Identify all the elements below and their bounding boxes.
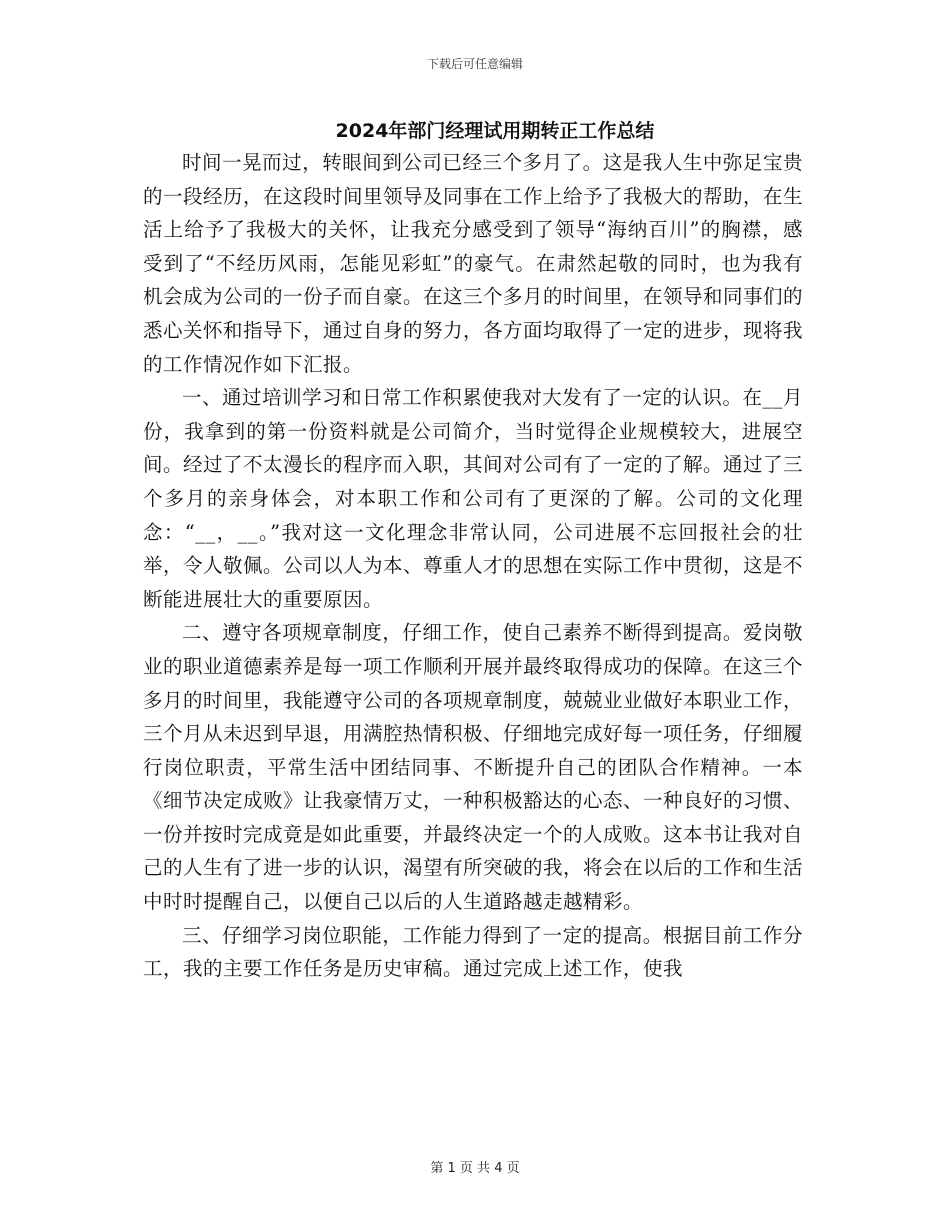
paragraph-section-1: 一、通过培训学习和日常工作积累使我对大发有了一定的认识。在__月份，我拿到的第一份资料就是公司简介，当时觉得企业规模较大，进展空间。经过了不太漫长的程序而入职，其间对公司有了一定的了解。通过了三个多月的亲身体会，对本职工作和公司有了更深的了解。公司的文化理念：“__，__。”我对这一文化理念非常认同，公司进展不忘回报社会的壮举，令人敬佩。公司以人为本、尊重人才的思想在实际工作中贯彻，这是不断能进展壮大的重要原因。 bbox=[143, 386, 804, 611]
document-title: 2024年部门经理试用期转正工作总结 bbox=[335, 120, 655, 142]
page-number: 第 1 页 共 4 页 bbox=[430, 1161, 520, 1176]
document-body bbox=[143, 146, 803, 986]
paragraph-section-2: 二、遵守各项规章制度，仔细工作，使自己素养不断得到提高。爱岗敬业的职业道德素养是每一项工作顺利开展并最终取得成功的保障。在这三个多月的时间里，我能遵守公司的各项规章制度，兢兢业业做好本职业工作，三个月从未迟到早退，用满腔热情积极、仔细地完成好每一项任务，仔细履行岗位职责，平常生活中团结同事、不断提升自己的团队合作精神。一本《细节决定成败》让我豪情万丈，一种积极豁达的心态、一种良好的习惯、一份并按时完成竟是如此重要，并最终决定一个的人成败。这本书让我对自己的人生有了进一步的认识，渴望有所突破的我，将会在以后的工作和生活中时时提醒自己，以便自己以后的人生道路越走越精彩。 bbox=[143, 621, 804, 914]
paragraph-section-3: 三、仔细学习岗位职能，工作能力得到了一定的提高。根据目前工作分工，我的主要工作任务是历史审稿。通过完成上述工作，使我 bbox=[143, 923, 803, 981]
page-header-note: 下载后可任意编辑 bbox=[426, 57, 523, 71]
paragraph-intro: 时间一晃而过，转眼间到公司已经三个多月了。这是我人生中弥足宝贵的一段经历，在这段时间里领导及同事在工作上给予了我极大的帮助，在生活上给予了我极大的关怀，让我充分感受到了领导“海纳百川”的胸襟，感受到了“不经历风雨，怎能见彩虹”的豪气。在肃然起敬的同时，也为我有机会成为公司的一份子而自豪。在这三个多月的时间里，在领导和同事们的悉心关怀和指导下，通过自身的努力，各方面均取得了一定的进步，现将我的工作情况作如下汇报。 bbox=[143, 151, 804, 376]
